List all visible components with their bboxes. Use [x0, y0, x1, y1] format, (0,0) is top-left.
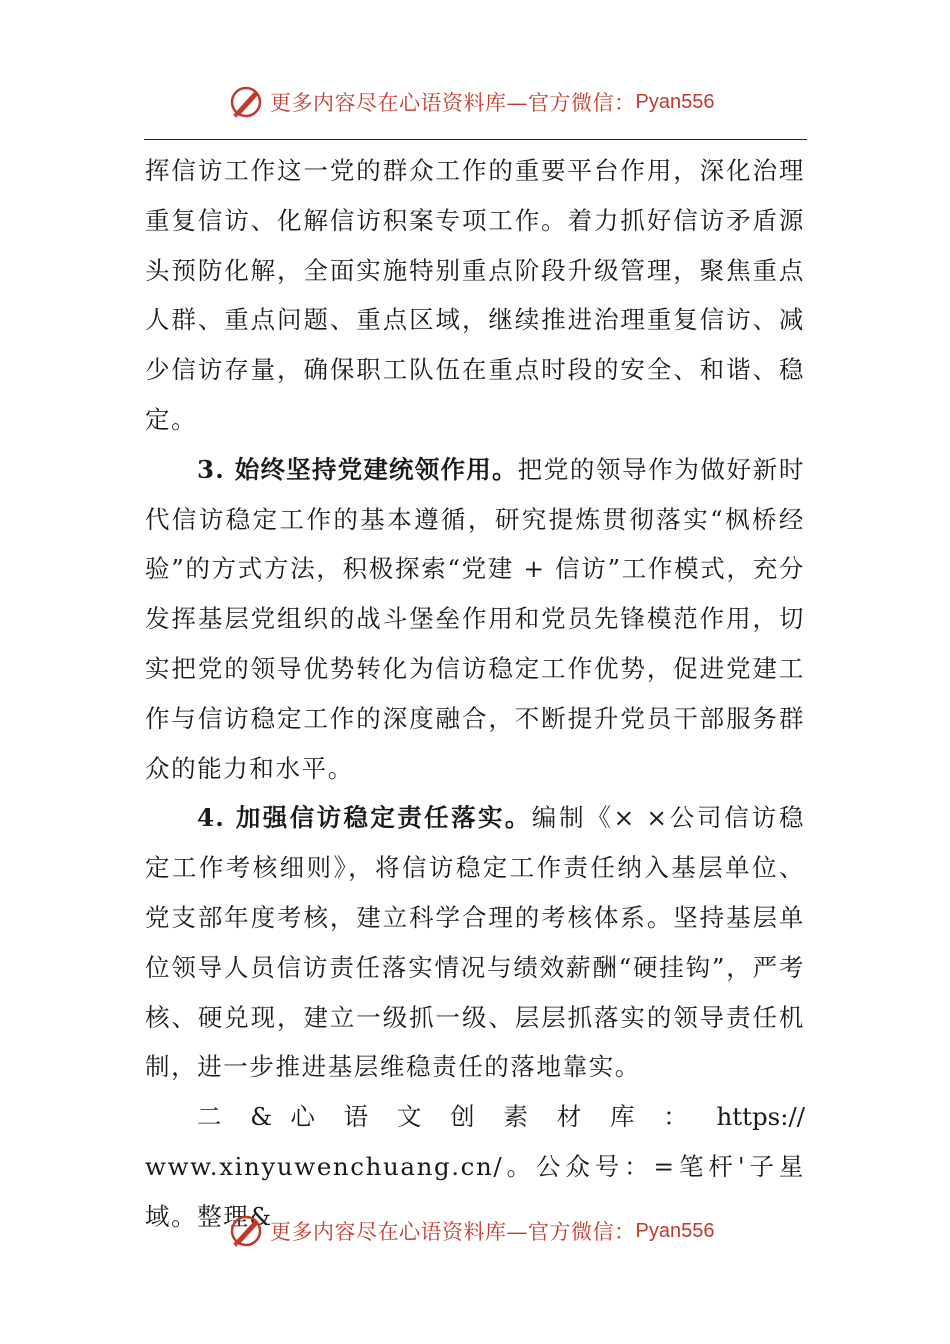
- paragraph-3: [145, 445, 805, 794]
- paragraph-4: [145, 793, 805, 1092]
- header-banner: [228, 82, 714, 122]
- pen-logo-icon: [228, 84, 264, 120]
- source-line-2: www.xinyuwenchuang.cn/。公众号：=笔杆'子星域。整理&: [145, 1151, 805, 1231]
- source-line-1: 二 & 心 语 文 创 素 材 库 ： https://: [197, 1102, 805, 1132]
- paragraph-continued: 挥信访工作这一党的群众工作的重要平台作用，深化治理重复信访、化解信访积案专项工作。着力抓好信访矛盾源头预防化解，全面实施特别重点阶段升级管理，聚焦重点人群、重点问题、重点区域，继续推进治理重复信访、减少信访存量，确保职工队伍在重点时段的安全、和谐、稳定。: [145, 156, 805, 434]
- banner-text: 更多内容尽在心语资料库—官方微信：: [270, 1220, 636, 1244]
- header-divider: [144, 139, 807, 140]
- footer-banner: [228, 1211, 714, 1251]
- banner-text: 更多内容尽在心语资料库—官方微信：: [270, 91, 636, 115]
- pen-logo-icon: [228, 1213, 264, 1249]
- paragraph-3-heading: 3. 始终坚持党建统领作用。: [197, 454, 518, 484]
- paragraph-3-body: 把党的领导作为做好新时代信访稳定工作的基本遵循，研究提炼贯彻落实“枫桥经验”的方式方法，积极探索“党建 + 信访”工作模式，充分发挥基层党组织的战斗堡垒作用和党员先锋模范作用，切实把党的领导优势转化为信访稳定工作优势，促进党建工作与信访稳定工作的深度融合，不断提升党员干部服务群众的能力和水平。: [145, 454, 805, 783]
- banner-wechat-id: Pyan556: [635, 1219, 715, 1242]
- paragraph-4-body: 编制《× ×公司信访稳定工作考核细则》，将信访稳定工作责任纳入基层单位、党支部年度考核，建立科学合理的考核体系。坚持基层单位领导人员信访责任落实情况与绩效薪酬“硬挂钩”，严考核、硬兑现，建立一级抓一级、层层抓落实的领导责任机制，进一步推进基层维稳责任的落地靠实。: [145, 803, 805, 1082]
- document-body: [145, 146, 805, 1242]
- paragraph-4-heading: 4. 加强信访稳定责任落实。: [197, 803, 532, 833]
- banner-wechat-id: Pyan556: [635, 90, 715, 113]
